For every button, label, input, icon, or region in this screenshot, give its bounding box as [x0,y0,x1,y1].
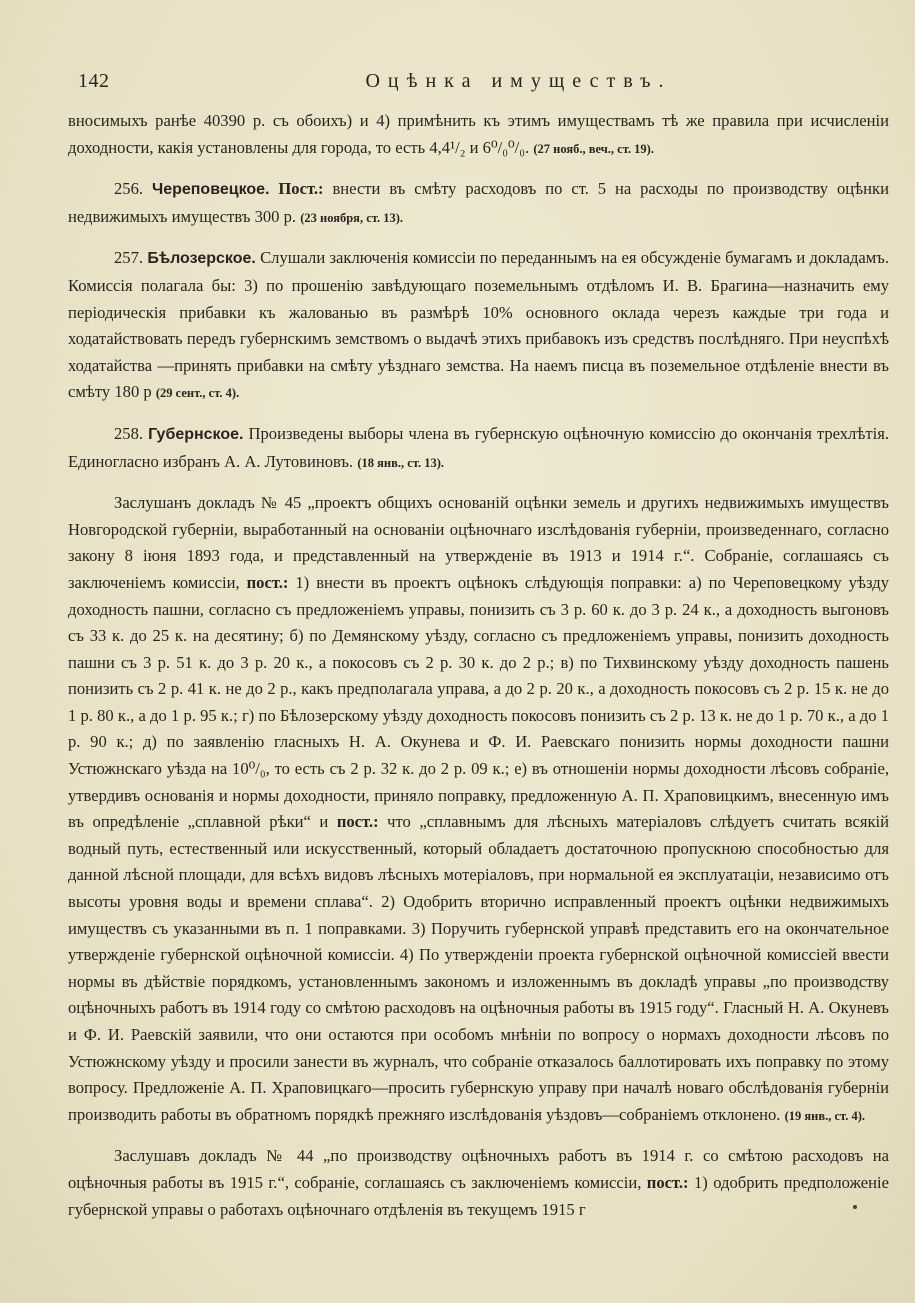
paragraph-doklad-44 [68,1143,889,1223]
paragraph-258 [68,421,889,476]
item-title: Бѣлозерское. [147,250,256,268]
item-title: Череповецкое. [151,181,270,199]
journal-reference: (29 сент., ст. 4). [155,386,240,401]
paragraph-text: Заслушанъ докладъ № 45 „проектъ общихъ основаній оцѣнки земель и другихъ недвижимыхъ имуществъ Новгородской губерніи, выработанный на основаніи оцѣночнаго изслѣдованія губерніи, произведеннаго, согласно закону 8 іюня 1893 года, и представленный на утвержденіе въ 1913 и 1914 г.“. Собраніе, соглашаясь съ заключеніемъ комиссіи, [68,493,889,592]
resolution-lead: Пост.: [278,179,324,199]
item-number: 257. [114,248,144,268]
journal-reference: (18 янв., ст. 13). [357,455,444,470]
paragraph-text: Слушали заключенія комиссіи по переданнымъ на ея обсужденіе бумагамъ и докладамъ. Комиссія полагала бы: 3) по прошенію завѣдующаго поземельнымъ отдѣломъ И. В. Брагина—назначить ему періодическія прибавки къ жалованью въ размѣрѣ 10% основного оклада черезъ каждые три года и ходатайствовать передъ губернскимъ земствомъ о выдачѣ этихъ прибавокъ изъ средствъ послѣдняго. При неуспѣхѣ ходатайства —принять прибавки на смѣту уѣзднаго земства. На наемъ писца въ поземельное отдѣленіе внести въ смѣту 180 р [68,248,889,402]
journal-reference: (27 нояб., веч., ст. 19). [533,141,654,156]
paragraph-257 [68,245,889,407]
paragraph-text: 1) одобрить предположеніе губернской управы о работахъ оцѣночнаго отдѣленія въ текущемъ 1915 г [68,1172,890,1219]
paragraph-text: Произведены выборы члена въ губернскую оцѣночную комиссію до окончанія трехлѣтія. Единогласно избранъ А. А. Лутовиновъ. [68,423,889,471]
resolution-lead: пост.: [336,812,379,832]
paragraph-text: вносимыхъ ранѣе 40390 р. съ обоихъ) и 4) примѣнить къ этимъ имуществамъ тѣ же правила при исчисленіи доходности, какія установлены для города, то есть 4,4¹/₂ и 6⁰/₀⁰/₀. [68,111,889,157]
journal-reference: (19 янв., ст. 4). [784,1108,866,1123]
paragraph-text: внести въ смѣту расходовъ по ст. 5 на расходы по производству оцѣнки недвижимыхъ имуществъ 300 р. [68,179,889,226]
paragraph-text: что „сплавнымъ для лѣсныхъ матеріаловъ слѣдуетъ считать всякій водный путь, естественный или искусственный, который обладаетъ достаточною пропускною способностью для данной лѣсной площади, для всѣхъ видовъ лѣсныхъ мотеріаловъ, при нормальной ея эксплуатаціи, независимо отъ высоты уровня воды и времени сплава“. 2) Одобрить вторично исправленный проектъ оцѣнки недвижимыхъ имуществъ съ указанными въ п. 1 поправками. 3) Поручить губернской управѣ представить его на окончательное утвержденіе губернской оцѣночной комиссіи. 4) По утвержденіи проекта губернской оцѣночной комиссіей ввести нормы въ дѣйствіе порядкомъ, установленнымъ закономъ и изложеннымъ въ докладѣ управы „по производству оцѣночныхъ работъ въ 1914 году со смѣтою расходовъ на оцѣночныя работы въ 1915 году“. Гласный Н. А. Окуневъ и Ф. И. Раевскій заявили, что они остаются при особомъ мнѣніи по вопросу о нормахъ доходности лѣсовъ по Устюжнскому уѣзду и просили занести въ журналъ, что собраніе отказалось баллотировать ихъ поправку по этому вопросу. Предложеніе А. П. Храповицкаго—просить губернскую управу при началѣ новаго обслѣдованія губерніи производить работы въ обратномъ порядкѣ прежняго изслѣдованія уѣздовъ—собраніемъ отклонено. [68,812,889,1124]
resolution-lead: пост.: [246,572,289,592]
page-header [68,66,889,96]
paragraph-256 [68,176,889,231]
ink-dot [853,1205,857,1209]
paragraph-doklad-45 [68,490,889,1129]
item-title: Губернское. [148,425,244,443]
paragraph-text: 1) внести въ проектъ оцѣнокъ слѣдующія поправки: а) по Череповецкому уѣзду доходность пашни, согласно съ предложеніемъ управы, понизить съ 3 р. 60 к. до 3 р. 24 к., а доходность выгоновъ съ 33 к. до 25 к. на десятину; б) по Демянскому уѣзду, согласно съ предложеніемъ управы, понизить доходность пашни съ 3 р. 51 к. до 3 р. 20 к., а покосовъ съ 2 р. 30 к. до 2 р.; в) по Тихвинскому уѣзду доходность пашень понизить съ 2 р. 41 к. не до 2 р., какъ предполагала управа, а до 2 р. 20 к., а доходность покосовъ съ 2 р. 15 к. не до 1 р. 80 к., а до 1 р. 95 к.; г) по Бѣлозерскому уѣзду доходность покосовъ понизить съ 2 р. 13 к. не до 1 р. 70 к., а до 1 р. 90 к.; д) по заявленію гласныхъ Н. А. Окунева и Ф. И. Раевскаго понизить нормы доходности пашни Устюжнскаго уѣзда на 10⁰/₀, то есть съ 2 р. 32 к. до 2 р. 09 к.; е) въ отношеніи нормы доходности лѣсовъ собраніе, утвердивъ основанія и нормы доходности, приняло поправку, предложенную А. П. Храповицкимъ, внесенную имъ въ опредѣленіе „сплавной рѣки“ и [68,572,889,832]
running-title: Оцѣнка имуществъ. [365,70,672,92]
page-number: 142 [78,70,110,92]
resolution-lead: пост.: [646,1172,689,1192]
item-number: 258. [114,423,144,443]
journal-reference: (23 ноября, ст. 13). [300,210,403,225]
paragraph-continuation [68,108,889,162]
paragraph-text: Заслушавъ докладъ № 44 „по производству оцѣночныхъ работъ въ 1914 г. со смѣтою расходовъ на оцѣночныя работы въ 1915 г.“, собраніе, соглашаясь съ заключеніемъ комиссіи, [68,1146,889,1192]
item-number: 256. [114,179,144,199]
